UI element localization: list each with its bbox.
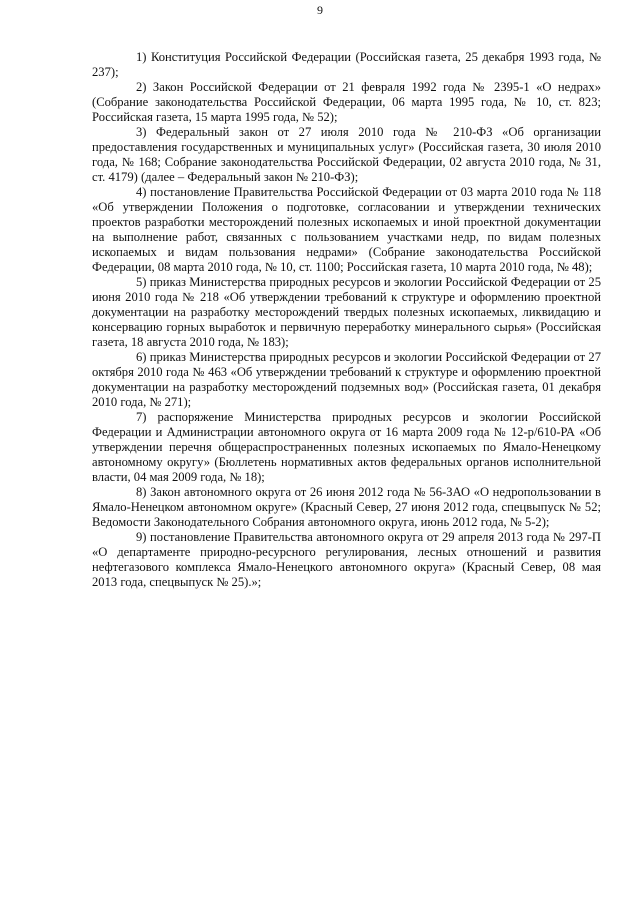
list-item-9: 9) постановление Правительства автономного округа от 29 апреля 2013 года № 297-П «О департаменте природно-ресурсного регулирования, лесных отношений и развития нефтегазового комплекса Ямало-Ненецкого автономного округа» (Красный Север, 08 мая 2013 года, спецвыпуск № 25).»; xyxy=(92,530,601,589)
list-item-2: 2) Закон Российской Федерации от 21 февраля 1992 года № 2395-1 «О недрах» (Собрание законодательства Российской Федерации, 06 марта 1995 года, № 10, ст. 823; Российская газета, 15 марта 1995 года, № 52); xyxy=(92,80,601,124)
list-item-8: 8) Закон автономного округа от 26 июня 2012 года № 56-ЗАО «О недропользовании в Ямало-Ненецком автономном округе» (Красный Север, 27 июня 2012 года, спецвыпуск № 52; Ведомости Законодательного Собрания автономного округа, июнь 2012 года, № 5-2); xyxy=(92,485,601,529)
list-item-6: 6) приказ Министерства природных ресурсов и экологии Российской Федерации от 27 октября 2010 года № 463 «Об утверждении требований к структуре и оформлению проектной документации на разработку месторождений подземных вод» (Российская газета, 01 декабря 2010 года, № 271); xyxy=(92,350,601,409)
legal-acts-list xyxy=(92,50,601,590)
list-item-4: 4) постановление Правительства Российской Федерации от 03 марта 2010 года № 118 «Об утверждении Положения о подготовке, согласовании и утверждении технических проектов разработки месторождений полезных ископаемых и иной проектной документации на выполнение работ, связанных с пользованием участками недр, по видам полезных ископаемых и видам пользования недрами» (Собрание законодательства Российской Федерации, 08 марта 2010 года, № 10, ст. 1100; Российская газета, 10 марта 2010 года, № 48); xyxy=(92,185,601,274)
page-number: 9 xyxy=(317,3,323,17)
list-item-7: 7) распоряжение Министерства природных ресурсов и экологии Российской Федерации и Администрации автономного округа от 16 марта 2009 года № 12-р/610-РА «Об утверждении перечня общераспространенных полезных ископаемых по Ямало-Ненецкому автономному округу» (Бюллетень нормативных актов федеральных органов исполнительной власти, 04 мая 2009 года, № 18); xyxy=(92,410,601,484)
list-item-3: 3) Федеральный закон от 27 июля 2010 года № 210-ФЗ «Об организации предоставления государственных и муниципальных услуг» (Российская газета, 30 июля 2010 года, № 168; Собрание законодательства Российской Федерации, 02 августа 2010 года, № 31, ст. 4179) (далее – Федеральный закон № 210-ФЗ); xyxy=(92,125,601,184)
list-item-1: 1) Конституция Российской Федерации (Российская газета, 25 декабря 1993 года, № 237); xyxy=(92,50,601,79)
list-item-5: 5) приказ Министерства природных ресурсов и экологии Российской Федерации от 25 июня 2010 года № 218 «Об утверждении требований к структуре и оформлению проектной документации на разработку месторождений твердых полезных ископаемых, ликвидацию и консервацию горных выработок и первичную переработку минерального сырья» (Российская газета, 18 августа 2010 года, № 183); xyxy=(92,275,601,349)
